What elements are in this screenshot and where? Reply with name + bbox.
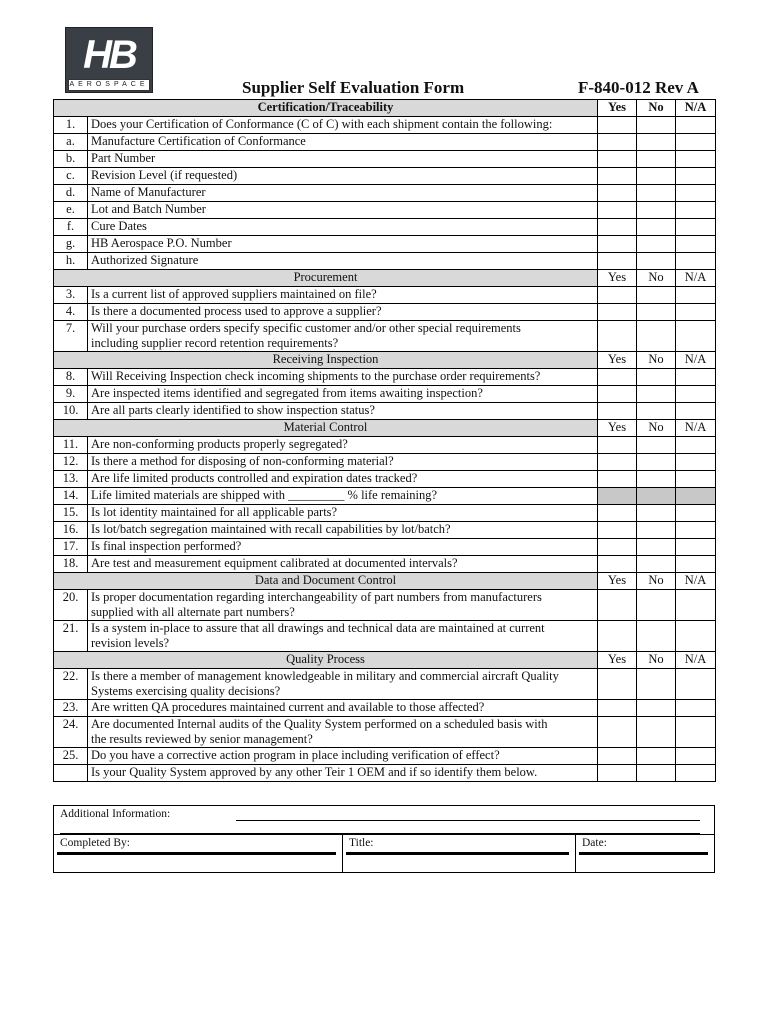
question-row: [54, 522, 716, 539]
column-no-header: No: [637, 652, 676, 669]
question-row: [54, 202, 716, 219]
column-yes-header: Yes: [598, 652, 637, 669]
answer-na-cell[interactable]: [676, 717, 716, 748]
question-text: [88, 717, 598, 748]
question-line: HB Aerospace P.O. Number: [91, 236, 232, 250]
question-row: [54, 287, 716, 304]
question-row: [54, 700, 716, 717]
question-text: [88, 202, 598, 219]
question-line: Are non-conforming products properly segregated?: [91, 437, 348, 451]
question-text: [88, 488, 598, 505]
answer-yes-cell[interactable]: [598, 117, 637, 134]
answer-no-cell[interactable]: [637, 621, 676, 652]
question-line: including supplier record retention requirements?: [91, 336, 339, 350]
question-row: [54, 505, 716, 522]
question-number: h.: [54, 253, 88, 270]
question-text: [88, 700, 598, 717]
question-line: Is there a member of management knowledgeable in military and commercial aircraft Quality: [91, 669, 559, 683]
question-row: [54, 669, 716, 700]
answer-no-cell[interactable]: [637, 488, 676, 505]
answer-no-cell[interactable]: [637, 253, 676, 270]
answer-yes-cell[interactable]: [598, 522, 637, 539]
answer-na-cell[interactable]: [676, 253, 716, 270]
question-text: [88, 403, 598, 420]
question-number: g.: [54, 236, 88, 253]
answer-yes-cell[interactable]: [598, 748, 637, 765]
section-title: Certification/Traceability: [54, 100, 598, 117]
answer-na-cell[interactable]: [676, 488, 716, 505]
answer-na-cell[interactable]: [676, 236, 716, 253]
question-line: Manufacture Certification of Conformance: [91, 134, 306, 148]
question-text: [88, 590, 598, 621]
question-number: 10.: [54, 403, 88, 420]
answer-na-cell[interactable]: [676, 765, 716, 782]
answer-na-cell[interactable]: [676, 202, 716, 219]
answer-yes-cell[interactable]: [598, 700, 637, 717]
answer-no-cell[interactable]: [637, 168, 676, 185]
column-no-header: No: [637, 420, 676, 437]
completed-by-line: [57, 852, 336, 855]
logo-subtext: AEROSPACE: [68, 79, 150, 91]
answer-yes-cell[interactable]: [598, 253, 637, 270]
answer-no-cell[interactable]: [637, 202, 676, 219]
answer-na-cell[interactable]: [676, 369, 716, 386]
answer-na-cell[interactable]: [676, 437, 716, 454]
question-text: [88, 369, 598, 386]
question-row: [54, 590, 716, 621]
answer-yes-cell[interactable]: [598, 621, 637, 652]
question-number: 17.: [54, 539, 88, 556]
question-text: [88, 219, 598, 236]
answer-yes-cell[interactable]: [598, 669, 637, 700]
question-line: Is your Quality System approved by any other Teir 1 OEM and if so identify them below.: [91, 765, 538, 779]
question-row: [54, 454, 716, 471]
question-text: [88, 522, 598, 539]
question-row: [54, 185, 716, 202]
question-line: Systems exercising quality decisions?: [91, 684, 281, 698]
additional-info-label: Additional Information:: [60, 808, 171, 820]
section-header: [54, 652, 716, 669]
answer-na-cell[interactable]: [676, 321, 716, 352]
column-no-header: No: [637, 352, 676, 369]
answer-no-cell[interactable]: [637, 304, 676, 321]
answer-na-cell[interactable]: [676, 700, 716, 717]
question-row: [54, 151, 716, 168]
question-text: [88, 669, 598, 700]
answer-na-cell[interactable]: [676, 471, 716, 488]
evaluation-table: [53, 99, 716, 782]
question-number: 20.: [54, 590, 88, 621]
question-text: [88, 168, 598, 185]
question-text: [88, 437, 598, 454]
answer-yes-cell[interactable]: [598, 437, 637, 454]
question-row: [54, 168, 716, 185]
column-na-header: N/A: [676, 652, 716, 669]
answer-no-cell[interactable]: [637, 748, 676, 765]
question-number: 23.: [54, 700, 88, 717]
answer-no-cell[interactable]: [637, 539, 676, 556]
column-yes-header: Yes: [598, 573, 637, 590]
answer-yes-cell[interactable]: [598, 403, 637, 420]
question-line: Revision Level (if requested): [91, 168, 238, 182]
question-line: Will your purchase orders specify specific customer and/or other special requirements: [91, 321, 521, 335]
answer-no-cell[interactable]: [637, 471, 676, 488]
question-text: [88, 134, 598, 151]
column-yes-header: Yes: [598, 270, 637, 287]
question-row: [54, 253, 716, 270]
date-line: [579, 852, 708, 855]
question-number: 15.: [54, 505, 88, 522]
question-row: [54, 321, 716, 352]
answer-yes-cell[interactable]: [598, 717, 637, 748]
question-text: [88, 748, 598, 765]
question-number: 8.: [54, 369, 88, 386]
title-label: Title:: [349, 837, 374, 849]
section-title: Receiving Inspection: [54, 352, 598, 369]
column-na-header: N/A: [676, 352, 716, 369]
question-text: [88, 539, 598, 556]
question-line: Cure Dates: [91, 219, 147, 233]
question-row: [54, 488, 716, 505]
section-header: [54, 270, 716, 287]
question-row: [54, 471, 716, 488]
question-number: 13.: [54, 471, 88, 488]
additional-info-field[interactable]: [236, 820, 700, 821]
footer-block: [53, 805, 715, 873]
question-line: Is final inspection performed?: [91, 539, 242, 553]
answer-na-cell[interactable]: [676, 219, 716, 236]
question-line: Authorized Signature: [91, 253, 199, 267]
question-number: 11.: [54, 437, 88, 454]
question-number: 25.: [54, 748, 88, 765]
answer-no-cell[interactable]: [637, 590, 676, 621]
section-header: [54, 352, 716, 369]
answer-yes-cell[interactable]: [598, 454, 637, 471]
question-line: Are all parts clearly identified to show inspection status?: [91, 403, 375, 417]
answer-na-cell[interactable]: [676, 522, 716, 539]
question-text: [88, 321, 598, 352]
answer-no-cell[interactable]: [637, 151, 676, 168]
question-row: [54, 539, 716, 556]
question-row: [54, 134, 716, 151]
question-text: [88, 304, 598, 321]
answer-yes-cell[interactable]: [598, 765, 637, 782]
question-line: Life limited materials are shipped with _________ % life remaining?: [91, 488, 438, 502]
question-line: Is a system in-place to assure that all drawings and technical data are maintained at current: [91, 621, 545, 635]
answer-no-cell[interactable]: [637, 765, 676, 782]
question-text: [88, 505, 598, 522]
question-line: the results reviewed by senior management?: [91, 732, 313, 746]
question-line: Lot and Batch Number: [91, 202, 206, 216]
answer-na-cell[interactable]: [676, 748, 716, 765]
answer-no-cell[interactable]: [637, 185, 676, 202]
question-text: [88, 287, 598, 304]
question-row: [54, 621, 716, 652]
question-line: Is lot identity maintained for all applicable parts?: [91, 505, 338, 519]
question-number: 14.: [54, 488, 88, 505]
question-row: [54, 765, 716, 782]
answer-no-cell[interactable]: [637, 717, 676, 748]
answer-na-cell[interactable]: [676, 287, 716, 304]
question-number: b.: [54, 151, 88, 168]
logo-monogram: HB: [83, 33, 135, 77]
answer-na-cell[interactable]: [676, 117, 716, 134]
column-na-header: N/A: [676, 270, 716, 287]
completed-by-label: Completed By:: [60, 837, 130, 849]
question-line: Will Receiving Inspection check incoming shipments to the purchase order requirements?: [91, 369, 541, 383]
question-number: 22.: [54, 669, 88, 700]
question-text: [88, 454, 598, 471]
question-text: [88, 471, 598, 488]
question-line: revision levels?: [91, 636, 170, 650]
column-yes-header: Yes: [598, 100, 637, 117]
answer-no-cell[interactable]: [637, 556, 676, 573]
date-field[interactable]: [576, 835, 714, 872]
column-na-header: N/A: [676, 573, 716, 590]
question-row: [54, 117, 716, 134]
answer-no-cell[interactable]: [637, 454, 676, 471]
question-number: 16.: [54, 522, 88, 539]
answer-yes-cell[interactable]: [598, 168, 637, 185]
answer-no-cell[interactable]: [637, 437, 676, 454]
answer-no-cell[interactable]: [637, 219, 676, 236]
answer-yes-cell[interactable]: [598, 386, 637, 403]
section-title: Procurement: [54, 270, 598, 287]
question-line: supplied with all alternate part numbers?: [91, 605, 295, 619]
section-header: [54, 100, 716, 117]
section-title: Quality Process: [54, 652, 598, 669]
answer-na-cell[interactable]: [676, 168, 716, 185]
answer-yes-cell[interactable]: [598, 134, 637, 151]
question-line: Are inspected items identified and segregated from items awaiting inspection?: [91, 386, 483, 400]
question-line: Is lot/batch segregation maintained with recall capabilities by lot/batch?: [91, 522, 451, 536]
answer-na-cell[interactable]: [676, 386, 716, 403]
question-number: 24.: [54, 717, 88, 748]
form-number: F-840-012 Rev A: [578, 78, 699, 97]
answer-na-cell[interactable]: [676, 185, 716, 202]
question-row: [54, 386, 716, 403]
question-number: e.: [54, 202, 88, 219]
answer-no-cell[interactable]: [637, 403, 676, 420]
question-text: [88, 386, 598, 403]
answer-na-cell[interactable]: [676, 403, 716, 420]
question-row: [54, 219, 716, 236]
question-text: [88, 151, 598, 168]
question-text: [88, 621, 598, 652]
answer-yes-cell[interactable]: [598, 185, 637, 202]
company-logo: [65, 27, 153, 93]
question-number: 4.: [54, 304, 88, 321]
question-number: 1.: [54, 117, 88, 134]
answer-yes-cell[interactable]: [598, 471, 637, 488]
question-line: Part Number: [91, 151, 156, 165]
question-line: Is proper documentation regarding interchangeability of part numbers from manufacturers: [91, 590, 542, 604]
answer-yes-cell[interactable]: [598, 505, 637, 522]
question-line: Is a current list of approved suppliers maintained on file?: [91, 287, 377, 301]
answer-yes-cell[interactable]: [598, 488, 637, 505]
question-row: [54, 403, 716, 420]
answer-yes-cell[interactable]: [598, 369, 637, 386]
form-title: Supplier Self Evaluation Form: [242, 78, 465, 97]
question-row: [54, 556, 716, 573]
column-yes-header: Yes: [598, 352, 637, 369]
column-na-header: N/A: [676, 420, 716, 437]
question-number: 9.: [54, 386, 88, 403]
answer-na-cell[interactable]: [676, 556, 716, 573]
question-line: Does your Certification of Conformance (C of C) with each shipment contain the following:: [91, 117, 553, 131]
answer-no-cell[interactable]: [637, 522, 676, 539]
question-line: Are documented Internal audits of the Quality System performed on a scheduled basis with: [91, 717, 548, 731]
answer-no-cell[interactable]: [637, 236, 676, 253]
question-number: a.: [54, 134, 88, 151]
answer-yes-cell[interactable]: [598, 287, 637, 304]
answer-na-cell[interactable]: [676, 505, 716, 522]
question-text: [88, 765, 598, 782]
question-number: c.: [54, 168, 88, 185]
question-number: f.: [54, 219, 88, 236]
question-row: [54, 748, 716, 765]
column-no-header: No: [637, 573, 676, 590]
answer-no-cell[interactable]: [637, 117, 676, 134]
question-number: 21.: [54, 621, 88, 652]
answer-na-cell[interactable]: [676, 539, 716, 556]
question-row: [54, 369, 716, 386]
answer-na-cell[interactable]: [676, 590, 716, 621]
question-number: 3.: [54, 287, 88, 304]
question-line: Do you have a corrective action program in place including verification of effect?: [91, 748, 500, 762]
answer-na-cell[interactable]: [676, 669, 716, 700]
date-label: Date:: [582, 837, 607, 849]
answer-yes-cell[interactable]: [598, 202, 637, 219]
question-text: [88, 556, 598, 573]
section-header: [54, 420, 716, 437]
question-number: d.: [54, 185, 88, 202]
section-header: [54, 573, 716, 590]
answer-no-cell[interactable]: [637, 287, 676, 304]
answer-yes-cell[interactable]: [598, 151, 637, 168]
column-yes-header: Yes: [598, 420, 637, 437]
answer-no-cell[interactable]: [637, 134, 676, 151]
signature-row: [54, 834, 714, 872]
question-row: [54, 236, 716, 253]
answer-no-cell[interactable]: [637, 505, 676, 522]
answer-na-cell[interactable]: [676, 151, 716, 168]
completed-by-field[interactable]: [54, 835, 343, 872]
answer-no-cell[interactable]: [637, 386, 676, 403]
answer-yes-cell[interactable]: [598, 219, 637, 236]
answer-no-cell[interactable]: [637, 700, 676, 717]
answer-yes-cell[interactable]: [598, 321, 637, 352]
question-line: Are written QA procedures maintained current and available to those affected?: [91, 700, 485, 714]
answer-na-cell[interactable]: [676, 621, 716, 652]
question-line: Is there a method for disposing of non-conforming material?: [91, 454, 394, 468]
question-number: 7.: [54, 321, 88, 352]
question-number: 12.: [54, 454, 88, 471]
question-text: [88, 185, 598, 202]
answer-yes-cell[interactable]: [598, 539, 637, 556]
section-title: Data and Document Control: [54, 573, 598, 590]
column-na-header: N/A: [676, 100, 716, 117]
question-number: 18.: [54, 556, 88, 573]
column-no-header: No: [637, 100, 676, 117]
question-line: Name of Manufacturer: [91, 185, 206, 199]
column-no-header: No: [637, 270, 676, 287]
question-line: Are life limited products controlled and expiration dates tracked?: [91, 471, 418, 485]
title-line: [346, 852, 569, 855]
answer-no-cell[interactable]: [637, 321, 676, 352]
question-text: [88, 117, 598, 134]
answer-no-cell[interactable]: [637, 669, 676, 700]
question-number: [54, 765, 88, 782]
question-row: [54, 304, 716, 321]
answer-na-cell[interactable]: [676, 304, 716, 321]
question-line: Is there a documented process used to approve a supplier?: [91, 304, 382, 318]
answer-yes-cell[interactable]: [598, 556, 637, 573]
section-title: Material Control: [54, 420, 598, 437]
answer-yes-cell[interactable]: [598, 236, 637, 253]
answer-no-cell[interactable]: [637, 369, 676, 386]
question-line: Are test and measurement equipment calibrated at documented intervals?: [91, 556, 458, 570]
title-field[interactable]: [343, 835, 576, 872]
question-row: [54, 717, 716, 748]
question-text: [88, 236, 598, 253]
answer-na-cell[interactable]: [676, 134, 716, 151]
question-row: [54, 437, 716, 454]
answer-na-cell[interactable]: [676, 454, 716, 471]
answer-yes-cell[interactable]: [598, 590, 637, 621]
question-text: [88, 253, 598, 270]
answer-yes-cell[interactable]: [598, 304, 637, 321]
